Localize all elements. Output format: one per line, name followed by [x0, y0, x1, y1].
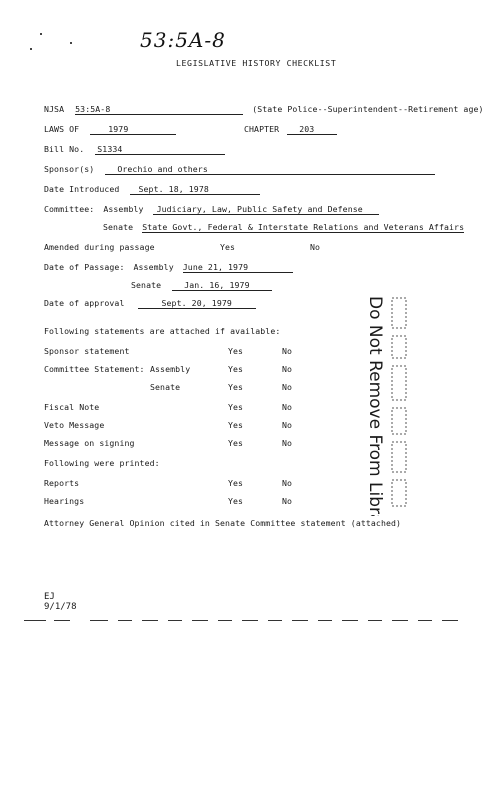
message-on-signing-no: No: [282, 438, 293, 448]
initials-date: 9/1/78: [44, 602, 77, 612]
committee-statement-assembly-yes: Yes: [228, 364, 244, 374]
committee-statement-assembly-no: No: [282, 364, 293, 374]
passage-label: Date of Passage:: [44, 262, 125, 272]
committee-senate-value: State Govt., Federal & Interstate Relations and Veterans Affairs: [142, 222, 465, 232]
passage-assembly-row: [44, 262, 293, 273]
committee-label: Committee:: [44, 204, 95, 214]
veto-message-label: Veto Message: [44, 420, 105, 430]
committee-assembly-value: Judiciary, Law, Public Safety and Defense: [153, 204, 379, 215]
sponsors-row: [44, 164, 435, 175]
divider-segment: [192, 620, 208, 621]
divider-segment: [342, 620, 358, 621]
njsa-row: [44, 104, 484, 115]
scan-speck: [70, 42, 72, 44]
amended-label: Amended during passage: [44, 242, 155, 252]
sponsor-statement-yes: Yes: [228, 346, 244, 356]
hearings-yes: Yes: [228, 496, 244, 506]
divider-segment: [118, 620, 132, 621]
fiscal-note-yes: Yes: [228, 402, 244, 412]
committee-assembly-row: [44, 204, 379, 215]
veto-message-yes: Yes: [228, 420, 244, 430]
stamp-text: Do Not Remove From Library: [365, 296, 385, 516]
committee-statement-senate-no: No: [282, 382, 293, 392]
passage-assembly-label: Assembly: [133, 262, 174, 272]
sponsor-statement-no: No: [282, 346, 293, 356]
fiscal-note-label: Fiscal Note: [44, 402, 100, 412]
committee-statement-senate-yes: Yes: [228, 382, 244, 392]
laws-of-label: LAWS OF: [44, 124, 80, 134]
committee-statement-assembly: Assembly: [150, 364, 191, 374]
laws-of-value: 1979: [90, 124, 176, 135]
chapter-row: [244, 124, 337, 135]
divider-segment: [292, 620, 308, 621]
divider-segment: [318, 620, 332, 621]
divider-segment: [54, 620, 70, 621]
sponsors-label: Sponsor(s): [44, 164, 95, 174]
divider-segment: [392, 620, 408, 621]
divider-segment: [142, 620, 158, 621]
hearings-label: Hearings: [44, 496, 85, 506]
committee-senate-label: Senate: [103, 222, 134, 232]
divider-segment: [90, 620, 108, 621]
date-introduced-value: Sept. 18, 1978: [130, 184, 260, 195]
initials: EJ: [44, 592, 55, 602]
sponsor-statement-label: Sponsor statement: [44, 346, 130, 356]
passage-senate-label: Senate: [131, 280, 162, 290]
initials-block: [44, 592, 77, 612]
divider-segment: [442, 620, 458, 621]
date-introduced-label: Date Introduced: [44, 184, 120, 194]
page-title: LEGISLATIVE HISTORY CHECKLIST: [176, 58, 337, 68]
veto-message-no: No: [282, 420, 293, 430]
laws-of-row: [44, 124, 176, 135]
approval-value: Sept. 20, 1979: [138, 298, 256, 309]
chapter-value: 203: [287, 124, 337, 135]
bill-no-value: S1334: [95, 144, 225, 155]
date-introduced-row: [44, 184, 260, 195]
njsa-label: NJSA: [44, 104, 65, 114]
divider-segment: [242, 620, 258, 621]
attached-heading: Following statements are attached if available:: [44, 326, 281, 336]
chapter-label: CHAPTER: [244, 124, 280, 134]
sponsors-value: Orechio and others: [105, 164, 435, 175]
scan-speck: [30, 48, 32, 50]
hearings-no: No: [282, 496, 293, 506]
library-stamp: [340, 296, 430, 516]
message-on-signing-yes: Yes: [228, 438, 244, 448]
stamp-faded-text: [392, 298, 406, 506]
bill-no-label: Bill No.: [44, 144, 85, 154]
ag-opinion: Attorney General Opinion cited in Senate Committee statement (attached): [44, 518, 402, 528]
scan-speck: [40, 33, 42, 35]
reports-label: Reports: [44, 478, 80, 488]
divider-segment: [168, 620, 182, 621]
divider-segment: [218, 620, 232, 621]
amended-yes: Yes: [220, 242, 236, 252]
handwritten-number: 53:5A-8: [140, 28, 226, 52]
approval-row: [44, 298, 256, 309]
passage-assembly-value: June 21, 1979: [183, 262, 293, 273]
passage-senate-value: Jan. 16, 1979: [172, 280, 272, 291]
divider-segment: [268, 620, 282, 621]
fiscal-note-no: No: [282, 402, 293, 412]
committee-statement-senate: Senate: [150, 382, 181, 392]
njsa-value: 53:5A-8: [75, 104, 111, 114]
divider-segment: [368, 620, 382, 621]
reports-no: No: [282, 478, 293, 488]
njsa-description: (State Police--Superintendent--Retirement age): [252, 104, 484, 114]
divider-segment: [418, 620, 432, 621]
message-on-signing-label: Message on signing: [44, 438, 135, 448]
passage-senate-row: [131, 280, 272, 291]
printed-heading: Following were printed:: [44, 458, 160, 468]
divider-segment: [24, 620, 46, 621]
library-stamp-graphic: [340, 296, 430, 516]
approval-label: Date of approval: [44, 298, 125, 308]
amended-no: No: [310, 242, 321, 252]
committee-statement-label: Committee Statement:: [44, 364, 145, 374]
committee-assembly-label: Assembly: [103, 204, 144, 214]
bill-no-row: [44, 144, 225, 155]
committee-senate-row: [103, 222, 464, 233]
njsa-value-field: [75, 104, 243, 115]
reports-yes: Yes: [228, 478, 244, 488]
